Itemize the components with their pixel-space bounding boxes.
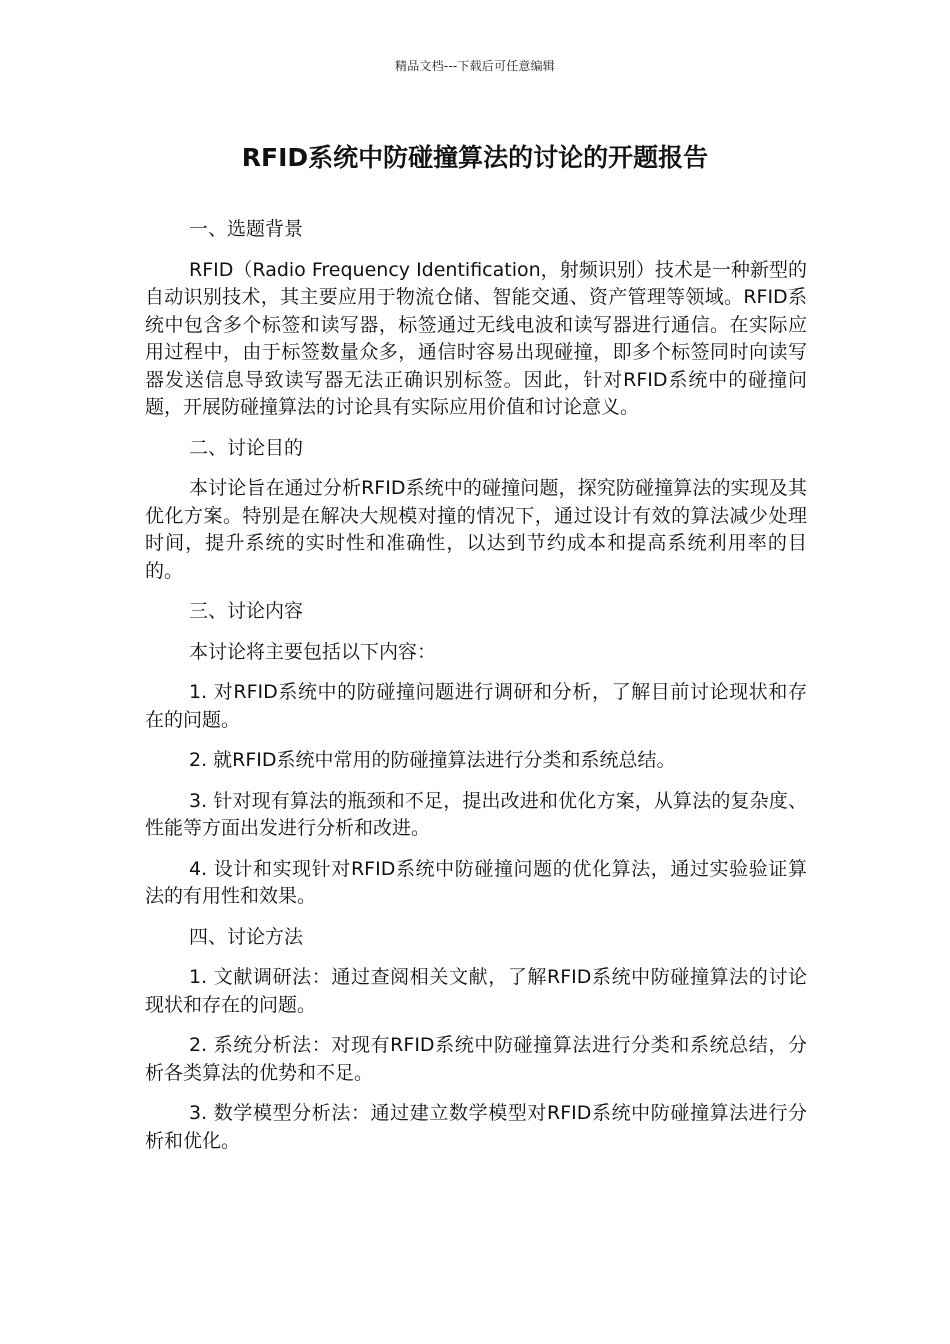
section-heading: 三、讨论内容 [189,600,304,622]
section-heading: 二、讨论目的 [189,436,304,459]
list-item: 3. 数学模型分析法：通过建立数学模型对RFID系统中防碰撞算法进行分析和优化。 [145,1102,807,1152]
document-title: RFID系统中防碰撞算法的讨论的开题报告 [241,143,709,172]
document-body [145,216,807,1168]
paragraph: 本讨论旨在通过分析RFID系统中的碰撞问题，探究防碰撞算法的实现及其优化方案。特别是在解决大规模对撞的情况下，通过设计有效的算法减少处理时间，提升系统的实时性和准确性，以达到节约成本和提高系统利用率的目的。 [145,477,807,582]
paragraph: RFID（Radio Frequency Identification，射频识别）技术是一种新型的自动识别技术，其主要应用于物流仓储、智能交通、资产管理等领域。RFID系统中包含多个标签和读写器，标签通过无线电波和读写器进行通信。在实际应用过程中，由于标签数量众多，通信时容易出现碰撞，即多个标签同时向读写器发送信息导致读写器无法正确识别标签。因此，针对RFID系统中的碰撞问题，开展防碰撞算法的讨论具有实际应用价值和讨论意义。 [145,258,807,418]
section-background [145,216,807,422]
section-content [145,598,807,911]
section-purpose [145,435,807,586]
list-item: 1. 文献调研法：通过查阅相关文献，了解RFID系统中防碰撞算法的讨论现状和存在的问题。 [145,966,807,1016]
list-item: 2. 系统分析法：对现有RFID系统中防碰撞算法进行分类和系统总结，分析各类算法的优势和不足。 [145,1034,807,1084]
section-heading: 四、讨论方法 [189,925,304,948]
list-item: 2. 就RFID系统中常用的防碰撞算法进行分类和系统总结。 [189,749,676,771]
list-item: 4. 设计和实现针对RFID系统中防碰撞问题的优化算法，通过实验验证算法的有用性和效果。 [145,857,807,907]
list-item: 1. 对RFID系统中的防碰撞问题进行调研和分析，了解目前讨论现状和存在的问题。 [145,681,807,731]
paragraph: 本讨论将主要包括以下内容： [189,640,437,663]
header-note: 精品文档---下载后可任意编辑 [395,59,555,73]
list-item: 3. 针对现有算法的瓶颈和不足，提出改进和优化方案，从算法的复杂度、性能等方面出发进行分析和改进。 [145,789,807,839]
section-heading: 一、选题背景 [189,218,304,240]
section-method [145,924,807,1156]
